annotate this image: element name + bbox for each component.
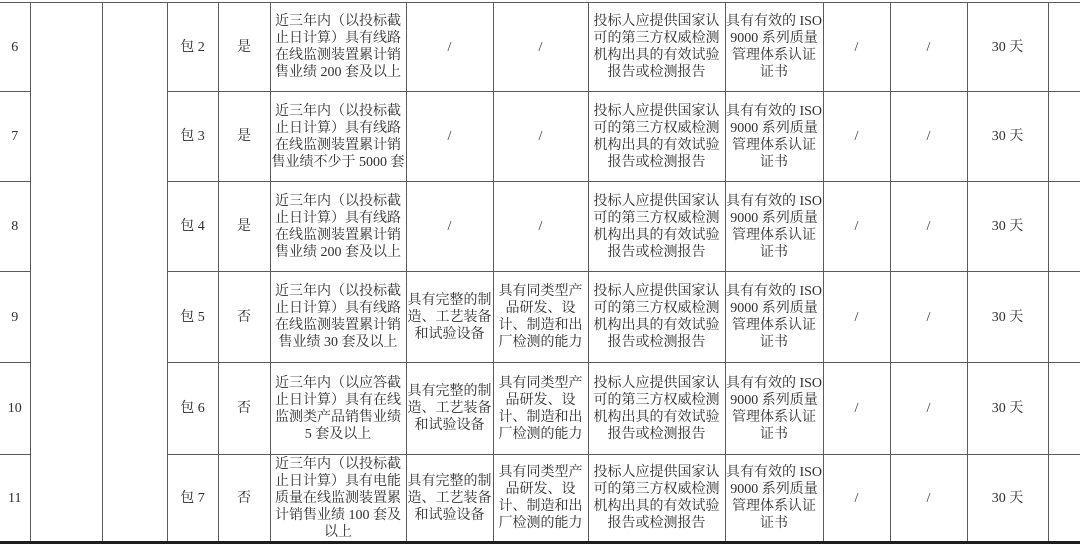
cell-rnd: 具有同类型产品研发、设计、制造和出厂检测的能力 (493, 363, 588, 455)
table-row (0, 3, 1080, 92)
qualification-table (0, 2, 1080, 544)
cell-report: 投标人应提供国家认可的第三方权威检测机构出具的有效试验报告或检测报告 (588, 272, 725, 363)
cell-col9: / (823, 182, 890, 272)
cell-manufacturing: 具有完整的制造、工艺装备和试验设备 (406, 363, 493, 455)
cell-performance: 近三年内（以应答截止日计算）具有在线监测类产品销售业绩 5 套及以上 (270, 363, 406, 455)
cell-manufacturing: / (406, 3, 493, 92)
cell-rnd: / (493, 92, 588, 182)
cell-delivery: 30 天 (967, 363, 1048, 455)
cell-col10: / (890, 455, 967, 543)
cell-delivery: 30 天 (967, 455, 1048, 543)
cell-performance: 近三年内（以投标截止日计算）具有线路在线监测装置累计销售业绩 30 套及以上 (270, 272, 406, 363)
cell-seq: 8 (0, 182, 30, 272)
cell-report: 投标人应提供国家认可的第三方权威检测机构出具的有效试验报告或检测报告 (588, 455, 725, 543)
cell-col10: / (890, 182, 967, 272)
cell-package: 包 2 (167, 3, 218, 92)
cell-delivery: 30 天 (967, 3, 1048, 92)
cell-flag: 否 (218, 455, 270, 543)
cell-rnd: 具有同类型产品研发、设计、制造和出厂检测的能力 (493, 455, 588, 543)
cell-package: 包 4 (167, 182, 218, 272)
cell-report: 投标人应提供国家认可的第三方权威检测机构出具的有效试验报告或检测报告 (588, 182, 725, 272)
cell-certification: 具有有效的 ISO9000 系列质量管理体系认证证书 (725, 272, 823, 363)
cell-flag: 否 (218, 272, 270, 363)
cell-flag: 否 (218, 363, 270, 455)
cell-performance: 近三年内（以投标截止日计算）具有线路在线监测装置累计销售业绩不少于 5000 套 (270, 92, 406, 182)
cell-report: 投标人应提供国家认可的第三方权威检测机构出具的有效试验报告或检测报告 (588, 92, 725, 182)
cell-tail (1048, 182, 1080, 272)
cell-manufacturing: 具有完整的制造、工艺装备和试验设备 (406, 455, 493, 543)
cell-col10: / (890, 92, 967, 182)
cell-certification: 具有有效的 ISO9000 系列质量管理体系认证证书 (725, 3, 823, 92)
cell-package: 包 5 (167, 272, 218, 363)
cell-rnd: 具有同类型产品研发、设计、制造和出厂检测的能力 (493, 272, 588, 363)
cell-rnd: / (493, 3, 588, 92)
cell-report: 投标人应提供国家认可的第三方权威检测机构出具的有效试验报告或检测报告 (588, 3, 725, 92)
cell-manufacturing: / (406, 92, 493, 182)
cell-flag: 是 (218, 92, 270, 182)
cell-delivery: 30 天 (967, 92, 1048, 182)
cell-certification: 具有有效的 ISO9000 系列质量管理体系认证证书 (725, 92, 823, 182)
cell-seq: 11 (0, 455, 30, 543)
cell-seq: 9 (0, 272, 30, 363)
cell-col9: / (823, 272, 890, 363)
cell-performance: 近三年内（以投标截止日计算）具有电能质量在线监测装置累计销售业绩 100 套及以上 (270, 455, 406, 543)
cell-col10: / (890, 272, 967, 363)
cell-col10: / (890, 3, 967, 92)
cell-seq: 7 (0, 92, 30, 182)
cell-col9: / (823, 455, 890, 543)
cell-seq: 6 (0, 3, 30, 92)
cell-package: 包 3 (167, 92, 218, 182)
cell-certification: 具有有效的 ISO9000 系列质量管理体系认证证书 (725, 455, 823, 543)
cell-certification: 具有有效的 ISO9000 系列质量管理体系认证证书 (725, 363, 823, 455)
cell-tail (1048, 272, 1080, 363)
cell-performance: 近三年内（以投标截止日计算）具有线路在线监测装置累计销售业绩 200 套及以上 (270, 3, 406, 92)
cell-rnd: / (493, 182, 588, 272)
cell-delivery: 30 天 (967, 182, 1048, 272)
cell-col10: / (890, 363, 967, 455)
cell-col9: / (823, 3, 890, 92)
cell-performance: 近三年内（以投标截止日计算）具有线路在线监测装置累计销售业绩 200 套及以上 (270, 182, 406, 272)
cell-certification: 具有有效的 ISO9000 系列质量管理体系认证证书 (725, 182, 823, 272)
cell-tail (1048, 363, 1080, 455)
cell-manufacturing: 具有完整的制造、工艺装备和试验设备 (406, 272, 493, 363)
cell-flag: 是 (218, 3, 270, 92)
cell-seq: 10 (0, 363, 30, 455)
cell-tail (1048, 3, 1080, 92)
cell-report: 投标人应提供国家认可的第三方权威检测机构出具的有效试验报告或检测报告 (588, 363, 725, 455)
cell-delivery: 30 天 (967, 272, 1048, 363)
cell-tail (1048, 455, 1080, 543)
cell-col9: / (823, 363, 890, 455)
cell-tail (1048, 92, 1080, 182)
cell-flag: 是 (218, 182, 270, 272)
cell-package: 包 7 (167, 455, 218, 543)
merged-empty-column-right (102, 3, 167, 543)
cell-package: 包 6 (167, 363, 218, 455)
merged-empty-column-left (30, 3, 102, 543)
cell-manufacturing: / (406, 182, 493, 272)
cell-col9: / (823, 92, 890, 182)
